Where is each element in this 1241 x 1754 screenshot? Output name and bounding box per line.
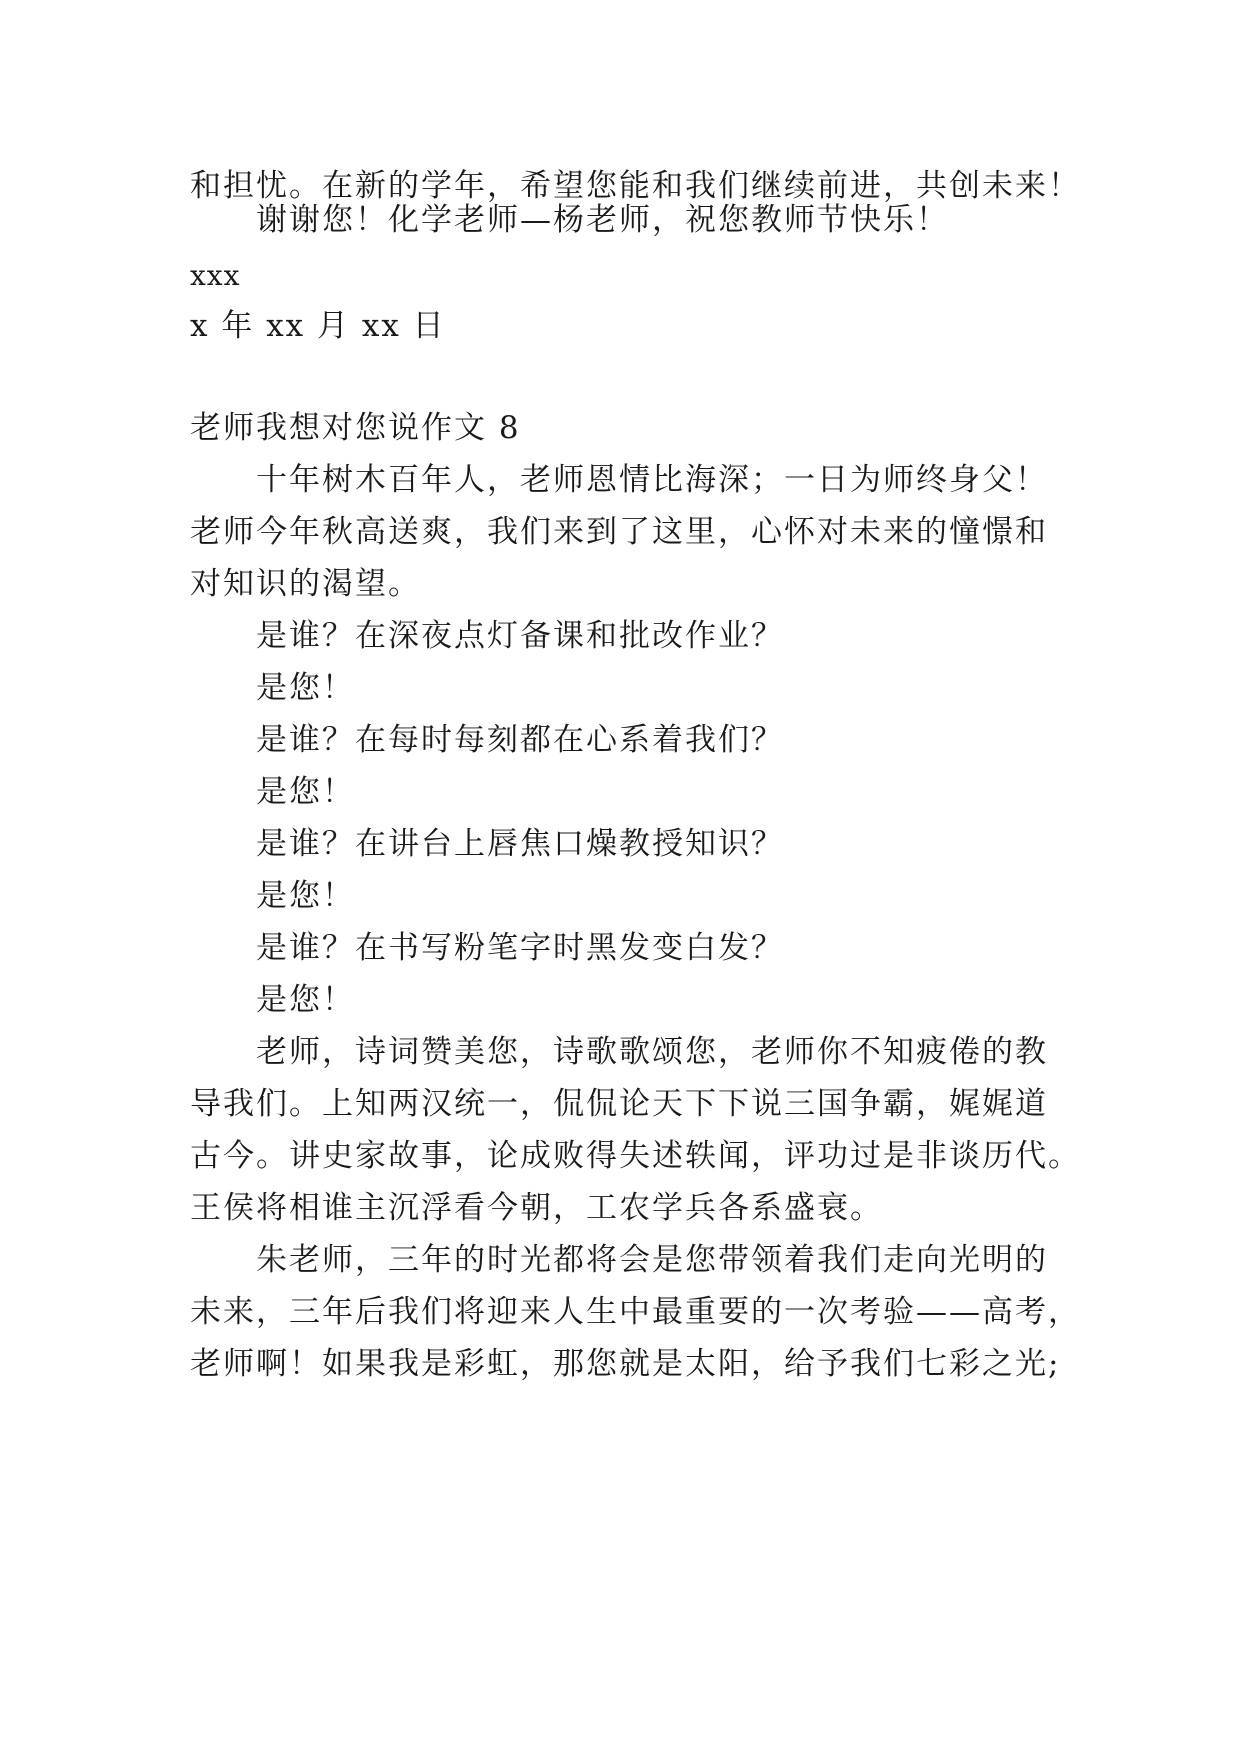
paragraph-line: 谢谢您！化学老师—杨老师，祝您教师节快乐！ (256, 202, 949, 238)
paragraph-line: 是您！ (256, 774, 355, 810)
signature-name: xxx (190, 259, 241, 292)
paragraph-line: 对知识的渴望。 (190, 566, 421, 602)
paragraph-line: 王侯将相谁主沉浮看今朝，工农学兵各系盛衰。 (190, 1190, 883, 1226)
paragraph-line: 老师今年秋高送爽，我们来到了这里，心怀对未来的憧憬和 (190, 514, 1048, 550)
paragraph-line: 是您！ (256, 670, 355, 706)
paragraph-line: 是谁？在书写粉笔字时黑发变白发？ (256, 930, 784, 966)
paragraph-line: 老师，诗词赞美您，诗歌歌颂您，老师你不知疲倦的教 (256, 1034, 1048, 1070)
paragraph-line: 导我们。上知两汉统一，侃侃论天下下说三国争霸，娓娓道 (190, 1086, 1048, 1122)
paragraph-line: 是您！ (256, 982, 355, 1018)
paragraph-line: 是您！ (256, 878, 355, 914)
section-title: 老师我想对您说作文 8 (190, 410, 521, 446)
paragraph-line: 是谁？在深夜点灯备课和批改作业？ (256, 618, 784, 654)
paragraph-line: 是谁？在每时每刻都在心系着我们？ (256, 722, 784, 758)
paragraph-line: 和担忧。在新的学年，希望您能和我们继续前进，共创未来！ (190, 168, 1081, 204)
paragraph-line: 古今。讲史家故事，论成败得失述轶闻，评功过是非谈历代。 (190, 1138, 1081, 1174)
paragraph-line: 朱老师，三年的时光都将会是您带领着我们走向光明的 (256, 1242, 1048, 1278)
paragraph-line: 未来，三年后我们将迎来人生中最重要的一次考验——高考， (190, 1294, 1081, 1330)
signature-date: x 年 xx 月 xx 日 (190, 308, 446, 344)
paragraph-line: 十年树木百年人，老师恩情比海深；一日为师终身父！ (256, 462, 1048, 498)
paragraph-line: 是谁？在讲台上唇焦口燥教授知识？ (256, 826, 784, 862)
paragraph-line: 老师啊！如果我是彩虹，那您就是太阳，给予我们七彩之光; (190, 1346, 1061, 1382)
